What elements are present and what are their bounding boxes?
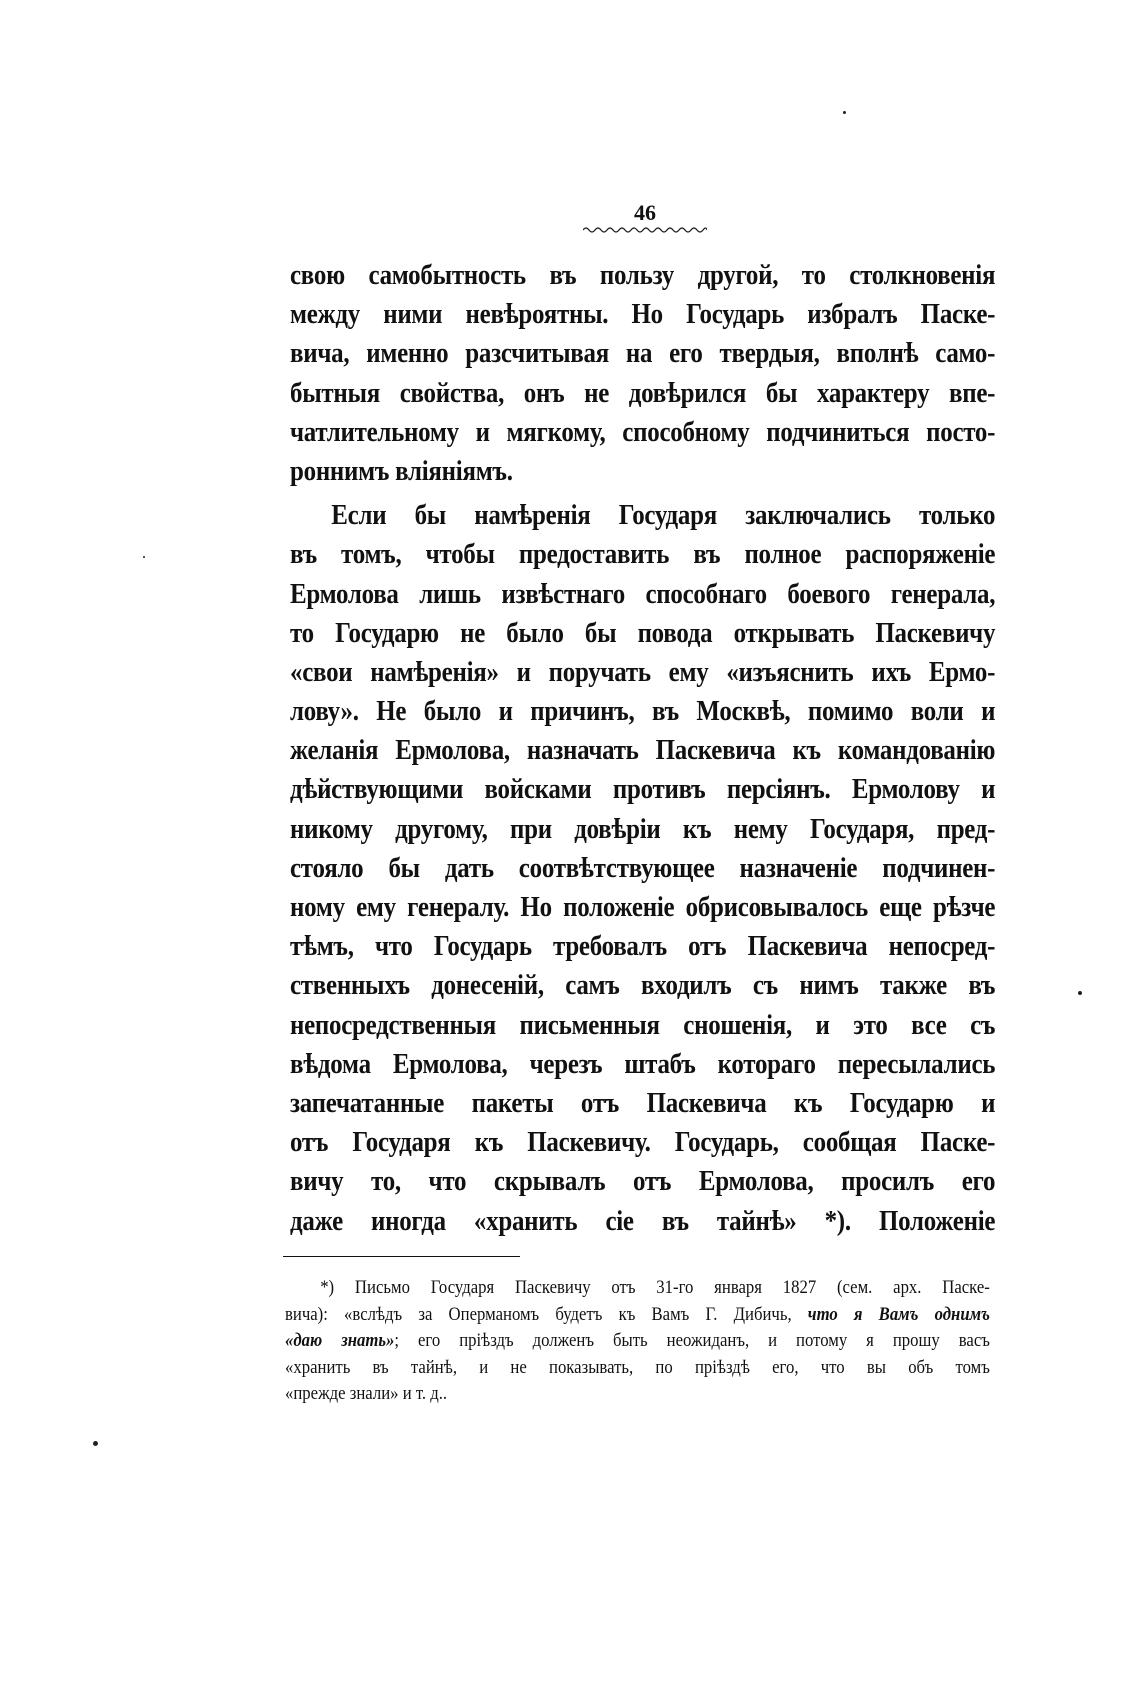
text-line: Если бы намѣренія Государя заключались только bbox=[331, 499, 996, 532]
text-line: бытныя свойства, онъ не довѣрился бы характеру впе- bbox=[290, 376, 996, 409]
text-line: дѣйствующими войсками противъ персіянъ. Ермолову и bbox=[290, 773, 996, 806]
text-line: даже иногда «хранить сіе въ тайнѣ» *). Положеніе bbox=[290, 1204, 996, 1237]
text-line: тѣмъ, что Государь требовалъ отъ Паскевича непосред- bbox=[290, 930, 996, 963]
text-line: лову». Не было и причинъ, въ Москвѣ, помимо воли и bbox=[290, 695, 996, 728]
scan-speck bbox=[843, 111, 846, 114]
footnote-line: *) Письмо Государя Паскевичу отъ 31-го января 1827 (сем. арх. Паске- bbox=[320, 1277, 990, 1298]
footnote bbox=[285, 1275, 990, 1408]
footnote-line bbox=[285, 1328, 990, 1355]
scan-speck bbox=[143, 556, 145, 558]
text-line: свою самобытность въ пользу другой, то столкновенія bbox=[290, 259, 996, 291]
text-line: вичу то, что скрывалъ отъ Ермолова, просилъ его bbox=[290, 1165, 996, 1198]
footnote-line bbox=[285, 1302, 990, 1329]
text-line: никому другому, при довѣріи къ нему Государя, пред- bbox=[290, 812, 996, 845]
footnote-line: «хранить въ тайнѣ, и не показывать, по пріѣздѣ его, что вы объ томъ bbox=[285, 1356, 990, 1378]
scan-speck bbox=[1078, 991, 1082, 995]
page-number: 46 bbox=[634, 200, 656, 225]
footnote-text: вича): «вслѣдъ за Оперманомъ будетъ къ Вамъ Г. Дибичь, bbox=[285, 1303, 808, 1325]
text-line: отъ Государя къ Паскевичу. Государь, сообщая Паске- bbox=[290, 1126, 996, 1159]
text-line: въ томъ, чтобы предоставить въ полное распоряженіе bbox=[290, 538, 996, 571]
text-line: Ермолова лишь извѣстнаго способнаго боевого генерала, bbox=[290, 577, 996, 610]
text-line: непосредственныя письменныя сношенія, и это все съ bbox=[290, 1008, 996, 1041]
text-line: вича, именно разсчитывая на его твердыя, вполнѣ само- bbox=[290, 337, 996, 370]
footnote-emphasis: «даю знать» bbox=[285, 1330, 395, 1351]
text-line: вѣдома Ермолова, черезъ штабъ котораго пересылались bbox=[290, 1047, 996, 1080]
text-line: «свои намѣренія» и поручать ему «изъяснить ихъ Ермо- bbox=[290, 655, 996, 688]
text-line: чатлительному и мягкому, способному подчиниться посто- bbox=[290, 415, 996, 448]
text-line: желанія Ермолова, назначать Паскевича къ командованію bbox=[290, 734, 996, 767]
footnote-line: «прежде знали» и т. д.. bbox=[285, 1383, 448, 1404]
text-line: стояло бы дать соотвѣтствующее назначеніе подчинен- bbox=[290, 851, 996, 884]
footnote-separator bbox=[283, 1256, 520, 1257]
text-line: запечатанные пакеты отъ Паскевича къ Государю и bbox=[290, 1086, 996, 1119]
main-text bbox=[290, 256, 995, 1241]
text-line: ственныхъ донесеній, самъ входилъ съ нимъ также въ bbox=[290, 969, 996, 1002]
scan-speck bbox=[93, 1441, 98, 1446]
text-line: ному ему генералу. Но положеніе обрисовывалось еще рѣзче bbox=[290, 891, 996, 923]
footnote-text: ; его пріѣздъ долженъ быть неожиданъ, и потому я прошу васъ bbox=[394, 1330, 990, 1351]
footnote-emphasis: что я Вамъ однимъ bbox=[807, 1303, 990, 1325]
page-number-wavy-rule bbox=[583, 226, 707, 234]
text-line: между ними невѣроятны. Но Государь избралъ Паске- bbox=[290, 298, 996, 331]
text-line: роннимъ вліяніямъ. bbox=[290, 454, 513, 487]
text-line: то Государю не было бы повода открывать Паскевичу bbox=[290, 616, 996, 649]
